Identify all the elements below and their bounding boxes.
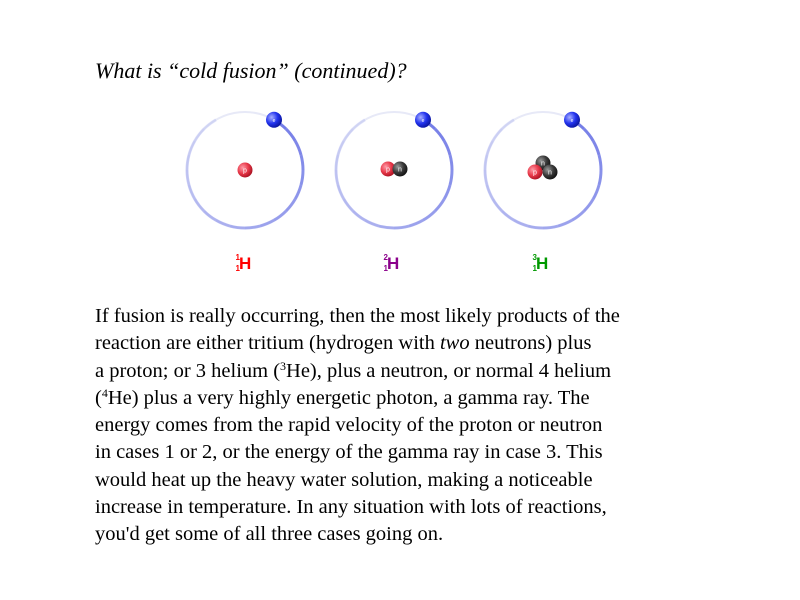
orbit-arc <box>599 170 601 185</box>
orbit-arc <box>286 199 295 211</box>
atomic-number: 1 <box>383 264 388 273</box>
orbit-arc <box>301 170 303 185</box>
orbit-arc <box>593 185 599 199</box>
orbit-arc <box>230 226 245 228</box>
electron-label: e <box>272 117 276 124</box>
orbit-arc <box>344 199 353 211</box>
orbit-arc <box>502 211 514 220</box>
orbit-arc <box>558 220 572 226</box>
orbit-arc <box>502 120 514 129</box>
atom-hydrogen <box>187 112 303 228</box>
orbit-arc <box>493 129 502 141</box>
body-line: ($^4$He) plus a very highly energetic photon, a gamma ray. The <box>95 385 590 409</box>
orbit-arc <box>584 199 593 211</box>
orbit-arc <box>338 141 344 155</box>
orbit-arc <box>379 226 394 228</box>
proton-label: p <box>243 167 247 175</box>
orbit-arc <box>450 155 452 170</box>
orbit-arc <box>593 141 599 155</box>
orbit-arc <box>274 211 286 220</box>
orbit-arc <box>485 170 487 185</box>
orbit-arc <box>245 226 260 228</box>
body-line: would heat up the heavy water solution, making a noticeable <box>95 468 593 491</box>
body-line: If fusion is really occurring, then the most likely products of the <box>95 305 620 327</box>
electron-label: e <box>570 117 574 124</box>
orbit-arc <box>187 170 189 185</box>
orbit-arc <box>450 170 452 185</box>
orbit-arc <box>204 211 216 220</box>
isotope-superscript: 4 <box>101 385 108 400</box>
orbit-arc <box>286 129 295 141</box>
mass-number: 2 <box>383 253 388 262</box>
body-line: a proton; or 3 helium ($^3$He), plus a neutron, or normal 4 helium <box>95 358 612 382</box>
orbit-arc <box>365 220 379 226</box>
orbit-arc <box>295 185 301 199</box>
slide-title: What is “cold fusion” (continued)? <box>95 58 407 83</box>
orbit-arc <box>353 120 365 129</box>
orbit-arc <box>260 220 274 226</box>
neutron-label: n <box>548 169 552 177</box>
orbit-arc <box>195 199 204 211</box>
mass-number: 1 <box>235 253 240 262</box>
orbit-arc <box>435 199 444 211</box>
orbit-arc <box>487 141 493 155</box>
emphasis-two: two <box>439 332 470 355</box>
atomic-number: 1 <box>235 264 240 273</box>
electron-label: e <box>421 117 425 124</box>
orbit-arc <box>572 211 584 220</box>
atom-tritium <box>485 112 601 228</box>
element-symbol: H <box>387 254 400 273</box>
body-line: in cases 1 or 2, or the energy of the gamma ray in case 3. This <box>95 441 603 464</box>
orbit-arc <box>543 226 558 228</box>
orbit-arc <box>423 211 435 220</box>
body-paragraph <box>95 303 775 549</box>
orbit-arc <box>394 226 409 228</box>
orbit-arc <box>514 220 528 226</box>
mass-number: 3 <box>532 253 537 262</box>
body-line: you'd get some of all three cases going on. <box>95 523 444 546</box>
orbit-arc <box>216 220 230 226</box>
orbit-arc <box>187 155 189 170</box>
orbit-arc <box>301 155 303 170</box>
element-symbol: H <box>536 254 549 273</box>
neutron-label: n <box>398 166 402 174</box>
body-line: reaction are either tritium (hydrogen with two neutrons) plus <box>95 332 592 355</box>
orbit-arc <box>344 129 353 141</box>
body-line: energy comes from the rapid velocity of the proton or neutron <box>95 414 603 437</box>
body-line: increase in temperature. In any situation with lots of reactions, <box>95 496 607 519</box>
orbit-arc <box>599 155 601 170</box>
orbit-arc <box>528 226 543 228</box>
orbit-arc <box>336 155 338 170</box>
orbit-arc <box>485 155 487 170</box>
orbit-arc <box>493 199 502 211</box>
element-symbol: H <box>239 254 252 273</box>
atomic-number: 1 <box>532 264 537 273</box>
orbit-arc <box>487 185 493 199</box>
proton-label: p <box>533 169 537 177</box>
orbit-arc <box>189 185 195 199</box>
orbit-arc <box>444 141 450 155</box>
isotope-superscript: 3 <box>280 358 287 373</box>
orbit-arc <box>189 141 195 155</box>
orbit-arc <box>584 129 593 141</box>
orbit-arc <box>409 220 423 226</box>
orbit-arc <box>338 185 344 199</box>
neutron-label: n <box>541 160 545 168</box>
proton-label: p <box>386 166 390 174</box>
atom-deuterium <box>336 112 452 228</box>
orbit-arc <box>295 141 301 155</box>
orbit-arc <box>353 211 365 220</box>
orbit-arc <box>336 170 338 185</box>
orbit-arc <box>195 129 204 141</box>
orbit-arc <box>204 120 216 129</box>
orbit-arc <box>444 185 450 199</box>
orbit-arc <box>435 129 444 141</box>
